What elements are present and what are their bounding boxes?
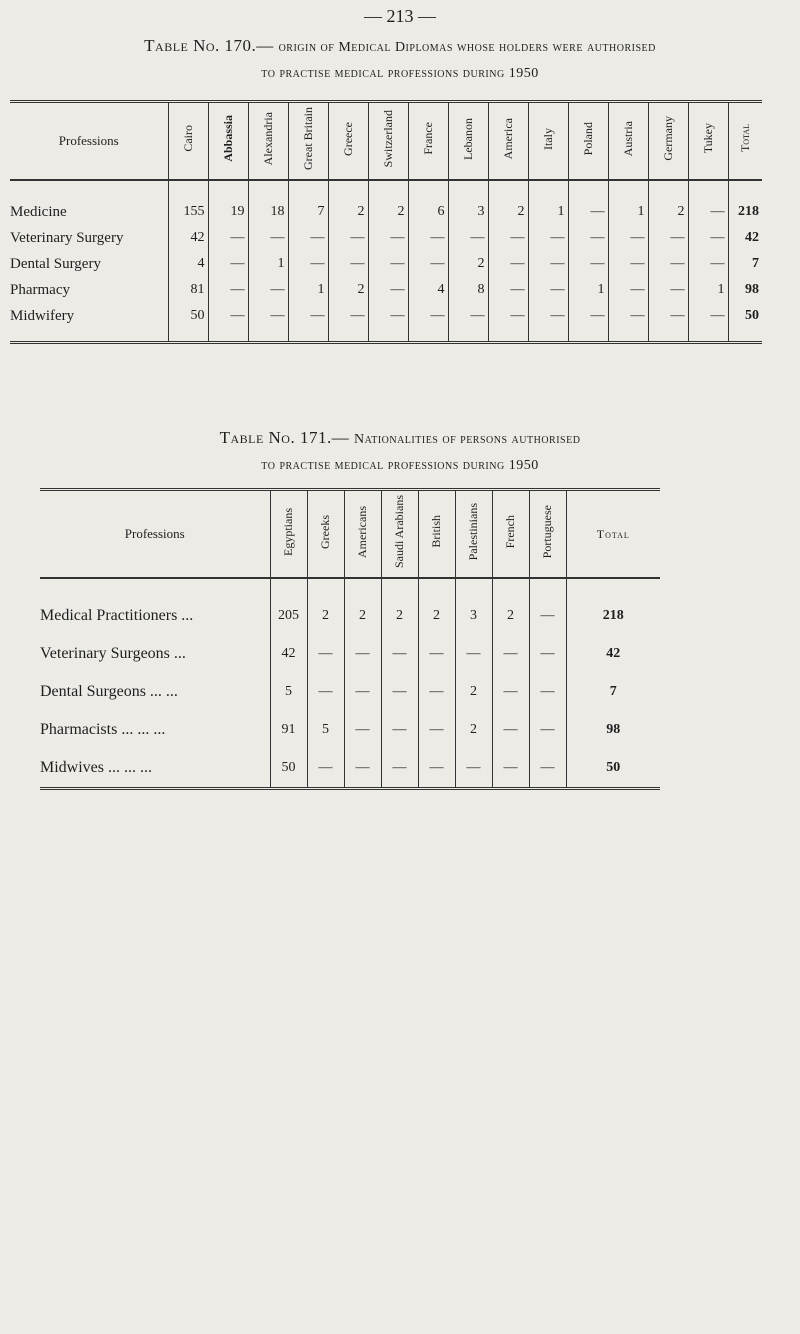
column-header-label: France — [420, 122, 435, 155]
table-cell: 2 — [455, 711, 492, 749]
column-header-label: Germany — [660, 116, 675, 161]
table-170-header-row — [10, 102, 762, 181]
table-cell: — — [529, 673, 566, 711]
table-cell: 1 — [288, 277, 328, 303]
table-cell: — — [381, 749, 418, 789]
total-cell: 98 — [728, 277, 762, 303]
table-cell: — — [208, 303, 248, 343]
table-row — [10, 251, 762, 277]
total-cell: 218 — [728, 180, 762, 225]
table-row — [10, 180, 762, 225]
column-header-label: Americans — [355, 505, 369, 558]
table-cell: — — [408, 251, 448, 277]
column-header — [168, 102, 208, 181]
column-header — [568, 102, 608, 181]
table-row — [40, 578, 660, 635]
column-header — [208, 102, 248, 181]
column-header — [307, 490, 344, 579]
row-label: Veterinary Surgery — [10, 229, 124, 246]
table-cell: — — [648, 251, 688, 277]
column-header-total: Total — [566, 490, 660, 579]
column-header — [368, 102, 408, 181]
table-cell: 8 — [448, 277, 488, 303]
row-label: Dental Surgeons ... ... — [40, 683, 178, 700]
table-cell: 2 — [455, 673, 492, 711]
table-cell: — — [528, 251, 568, 277]
table-cell: — — [488, 225, 528, 251]
table-cell: — — [488, 251, 528, 277]
table-cell: — — [344, 635, 381, 673]
table-cell: 2 — [328, 277, 368, 303]
table-cell: — — [248, 225, 288, 251]
table-cell: — — [368, 303, 408, 343]
column-header — [488, 102, 528, 181]
table-cell: 19 — [208, 180, 248, 225]
table-cell: 50 — [168, 303, 208, 343]
table-row — [10, 303, 762, 343]
table-cell: 2 — [418, 578, 455, 635]
table-170-number: Table No. 170.— — [144, 36, 274, 55]
table-170-subtitle — [0, 62, 800, 82]
table-cell: — — [448, 303, 488, 343]
table-cell: 1 — [568, 277, 608, 303]
table-cell: 205 — [270, 578, 307, 635]
table-cell: — — [368, 251, 408, 277]
table-cell: — — [608, 277, 648, 303]
table-cell: 1 — [608, 180, 648, 225]
row-label: Medicine — [10, 203, 67, 220]
table-cell: — — [568, 251, 608, 277]
table-171 — [40, 488, 660, 790]
column-header-label: Poland — [580, 121, 595, 156]
column-header-label: French — [503, 514, 517, 549]
table-cell: — — [288, 251, 328, 277]
table-171-subtitle-text: to practise medical professions during 1950 — [261, 458, 539, 473]
table-170-title — [0, 36, 800, 56]
column-header-label: Palestinians — [466, 502, 480, 561]
table-cell: — — [488, 303, 528, 343]
table-cell: 2 — [328, 180, 368, 225]
column-header — [418, 490, 455, 579]
table-cell: 5 — [307, 711, 344, 749]
column-header-label: Lebanon — [460, 117, 475, 160]
table-cell: 6 — [408, 180, 448, 225]
table-cell: 4 — [168, 251, 208, 277]
table-171-number: Table No. 171.— — [219, 428, 350, 447]
row-label: Pharmacy — [10, 281, 70, 298]
table-cell: — — [688, 251, 728, 277]
table-cell: — — [328, 225, 368, 251]
column-header — [492, 490, 529, 579]
table-cell: — — [307, 749, 344, 789]
table-cell: — — [529, 635, 566, 673]
table-cell: — — [492, 635, 529, 673]
table-cell: 5 — [270, 673, 307, 711]
table-cell: — — [408, 225, 448, 251]
column-header-label: British — [429, 515, 443, 548]
column-header-label: Portuguese — [540, 504, 554, 559]
column-header-label: Saudi Arabians — [392, 495, 406, 568]
table-cell: — — [528, 277, 568, 303]
column-header-label: Greece — [340, 121, 355, 156]
table-cell: — — [492, 673, 529, 711]
table-cell: — — [492, 711, 529, 749]
table-cell: — — [208, 225, 248, 251]
table-cell: 42 — [270, 635, 307, 673]
table-cell: — — [248, 277, 288, 303]
column-header-total — [728, 102, 762, 181]
table-171-professions-header: Professions — [40, 490, 270, 579]
table-row — [40, 711, 660, 749]
column-header-label: America — [500, 117, 515, 160]
table-cell: 1 — [248, 251, 288, 277]
table-cell: — — [344, 711, 381, 749]
column-header — [344, 490, 381, 579]
table-cell: 2 — [381, 578, 418, 635]
column-header-label: Abbassia — [220, 115, 235, 162]
table-170-subtitle-text: to practise medical professions during 1950 — [261, 66, 539, 81]
total-cell: 50 — [728, 303, 762, 343]
table-cell: — — [488, 277, 528, 303]
table-171-heading: Nationalities of persons authorised — [353, 432, 581, 447]
table-cell: — — [688, 180, 728, 225]
total-cell: 42 — [728, 225, 762, 251]
column-header-label: Egyptians — [281, 507, 295, 556]
table-cell: 2 — [492, 578, 529, 635]
table-row — [10, 277, 762, 303]
table-cell: — — [368, 277, 408, 303]
column-header-label: Cairo — [180, 125, 195, 152]
table-cell: 2 — [648, 180, 688, 225]
table-170-heading: origin of Medical Diplomas whose holders were authorised — [278, 40, 656, 55]
table-cell: 81 — [168, 277, 208, 303]
table-cell: 7 — [288, 180, 328, 225]
table-cell: — — [381, 711, 418, 749]
column-header — [408, 102, 448, 181]
table-cell: — — [608, 225, 648, 251]
table-cell: — — [381, 635, 418, 673]
table-cell: 4 — [408, 277, 448, 303]
table-cell: — — [328, 251, 368, 277]
table-cell: — — [492, 749, 529, 789]
table-cell: — — [248, 303, 288, 343]
column-header — [608, 102, 648, 181]
page-number: — 213 — — [364, 6, 436, 26]
table-cell: — — [307, 673, 344, 711]
table-cell: — — [381, 673, 418, 711]
table-cell: — — [208, 277, 248, 303]
column-header — [248, 102, 288, 181]
table-cell: 2 — [344, 578, 381, 635]
column-header — [455, 490, 492, 579]
table-171-header-row — [40, 490, 660, 579]
row-label: Veterinary Surgeons ... — [40, 645, 186, 662]
table-cell: — — [529, 749, 566, 789]
total-cell: 218 — [566, 578, 660, 635]
table-171-title — [0, 428, 800, 448]
total-cell: 98 — [566, 711, 660, 749]
table-cell: 18 — [248, 180, 288, 225]
total-cell: 7 — [728, 251, 762, 277]
column-header — [328, 102, 368, 181]
table-cell: 155 — [168, 180, 208, 225]
table-cell: — — [408, 303, 448, 343]
row-label: Dental Surgery — [10, 255, 101, 272]
table-cell: — — [307, 635, 344, 673]
table-row — [40, 749, 660, 789]
table-cell: — — [418, 711, 455, 749]
row-label: Medical Practitioners ... — [40, 607, 194, 624]
table-row — [10, 225, 762, 251]
table-cell: — — [455, 749, 492, 789]
table-cell: 1 — [528, 180, 568, 225]
table-cell: 91 — [270, 711, 307, 749]
table-cell: — — [208, 251, 248, 277]
table-cell: — — [688, 225, 728, 251]
table-cell: 50 — [270, 749, 307, 789]
table-cell: — — [288, 303, 328, 343]
column-header — [688, 102, 728, 181]
table-cell: — — [529, 578, 566, 635]
table-cell: — — [568, 303, 608, 343]
row-label: Midwives ... ... ... — [40, 759, 152, 776]
table-cell: — — [608, 303, 648, 343]
table-cell: 42 — [168, 225, 208, 251]
column-header — [381, 490, 418, 579]
column-header — [529, 490, 566, 579]
column-header-label: Italy — [540, 127, 555, 150]
table-cell: — — [418, 749, 455, 789]
total-cell: 7 — [566, 673, 660, 711]
column-header — [448, 102, 488, 181]
table-cell: — — [288, 225, 328, 251]
table-cell: — — [448, 225, 488, 251]
table-cell: — — [344, 749, 381, 789]
column-header-label: Greeks — [318, 514, 332, 549]
table-170-professions-header: Professions — [10, 102, 168, 181]
table-row — [40, 673, 660, 711]
row-label: Midwifery — [10, 307, 75, 324]
column-header — [270, 490, 307, 579]
table-cell: — — [568, 180, 608, 225]
table-cell: 1 — [688, 277, 728, 303]
column-header-label: Great Britain — [300, 107, 315, 170]
row-label: Pharmacists ... ... ... — [40, 721, 166, 738]
table-cell: 2 — [368, 180, 408, 225]
table-cell: — — [528, 303, 568, 343]
column-header-label: Tukey — [700, 123, 715, 154]
column-header — [528, 102, 568, 181]
table-cell: — — [528, 225, 568, 251]
total-cell: 42 — [566, 635, 660, 673]
table-cell: — — [608, 251, 648, 277]
table-cell: — — [368, 225, 408, 251]
total-cell: 50 — [566, 749, 660, 789]
table-cell: — — [344, 673, 381, 711]
table-cell: — — [418, 673, 455, 711]
table-cell: — — [455, 635, 492, 673]
table-cell: — — [688, 303, 728, 343]
column-header-label: Total — [737, 124, 752, 153]
table-cell: — — [418, 635, 455, 673]
table-cell: 2 — [448, 251, 488, 277]
table-171-subtitle — [0, 454, 800, 474]
table-cell: — — [529, 711, 566, 749]
table-cell: 3 — [448, 180, 488, 225]
column-header — [648, 102, 688, 181]
table-cell: 2 — [307, 578, 344, 635]
column-header-label: Switzerland — [380, 109, 395, 168]
column-header-label: Austria — [620, 120, 635, 157]
table-cell: — — [328, 303, 368, 343]
table-cell: — — [568, 225, 608, 251]
table-cell: — — [648, 303, 688, 343]
table-cell: — — [648, 277, 688, 303]
table-row — [40, 635, 660, 673]
table-170 — [10, 100, 762, 344]
table-cell: 2 — [488, 180, 528, 225]
table-cell: — — [648, 225, 688, 251]
column-header — [288, 102, 328, 181]
column-header-label: Alexandria — [260, 111, 275, 166]
table-cell: 3 — [455, 578, 492, 635]
